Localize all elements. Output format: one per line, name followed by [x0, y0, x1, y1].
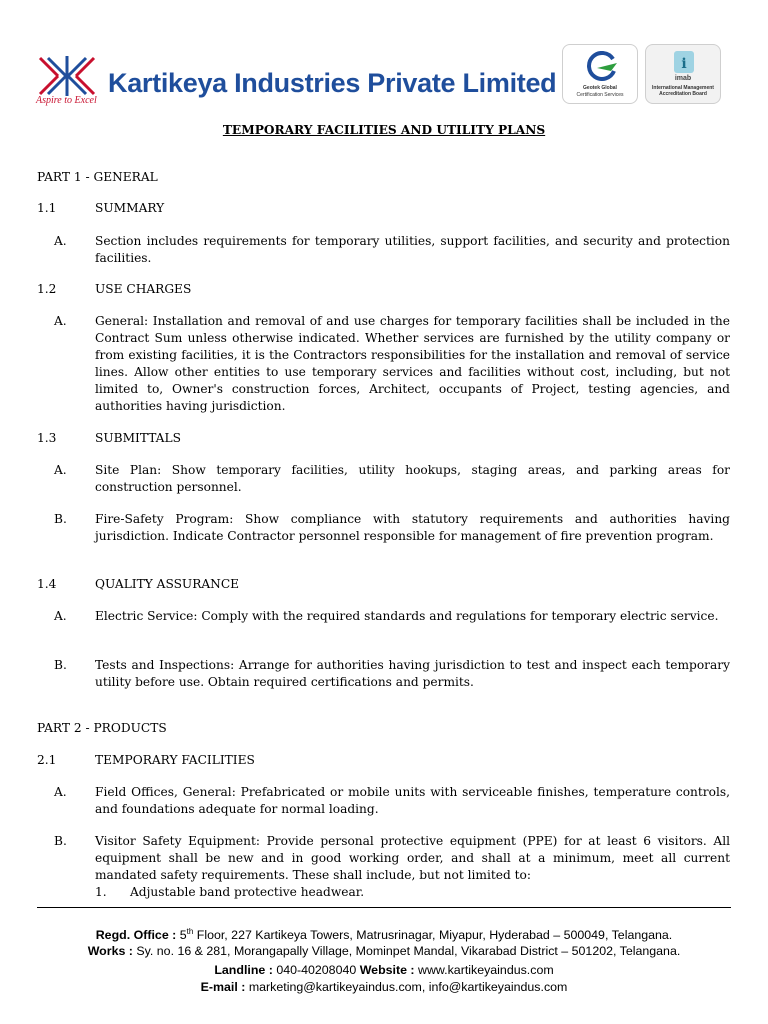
works-address: Sy. no. 16 & 281, Morangapally Village, Mominpet Mandal, Vikarabad District – 501202, Telangana.: [136, 944, 681, 958]
paragraph: Fire-Safety Program: Show compliance with statutory requirements and authorities having jurisdiction. Indicate Contractor personnel responsible for management of fire prevention program.: [95, 512, 730, 543]
email-label: E-mail :: [200, 980, 249, 994]
paragraph: Tests and Inspections: Arrange for authorities having jurisdiction to test and inspect each temporary utility before use. Obtain required certifications and permits.: [95, 658, 730, 689]
item-letter: B.: [54, 834, 67, 848]
item-letter: B.: [54, 512, 67, 526]
section-heading: SUMMARY: [95, 201, 165, 215]
item-letter: A.: [54, 609, 67, 623]
geotek-certification-badge: [562, 44, 638, 104]
list-item: Adjustable band protective headwear.: [130, 885, 365, 899]
document-title: TEMPORARY FACILITIES AND UTILITY PLANS: [222, 123, 546, 137]
landline-label: Landline :: [214, 963, 277, 977]
section-number: 1.2: [37, 282, 57, 296]
email-links[interactable]: marketing@kartikeyaindus.com, info@kartikeyaindus.com: [248, 980, 568, 994]
regd-office-pre: 5: [179, 928, 187, 943]
footer-works: [0, 942, 768, 960]
paragraph: Section includes requirements for temporary utilities, support facilities, and security and protection facilities.: [95, 234, 730, 265]
part1-title: PART 1 - GENERAL: [37, 170, 158, 184]
cert2-line1: International Management: [652, 85, 714, 91]
cert2-brand: imab: [674, 75, 692, 82]
imab-accreditation-badge: [645, 44, 721, 104]
landline-value: 040-40208040: [276, 963, 357, 977]
item-letter: A.: [54, 314, 67, 328]
website-label: Website :: [359, 963, 418, 977]
item-letter: A.: [54, 785, 67, 799]
section-number: 1.3: [37, 431, 57, 445]
section-heading: USE CHARGES: [95, 282, 192, 296]
paragraph: Site Plan: Show temporary facilities, utility hookups, staging areas, and parking areas for construction personnel.: [95, 463, 730, 494]
footer-regd-office: [0, 923, 768, 944]
regd-office-label: Regd. Office :: [95, 928, 180, 943]
paragraph: Field Offices, General: Prefabricated or mobile units with serviceable finishes, temperature controls, and foundations adequate for normal loading.: [95, 785, 730, 816]
item-letter: A.: [54, 234, 67, 248]
section-heading: TEMPORARY FACILITIES: [95, 753, 255, 767]
regd-office-address: Floor, 227 Kartikeya Towers, Matrusrinagar, Miyapur, Hyderabad – 500049, Telangana.: [193, 928, 673, 943]
works-label: Works :: [87, 944, 137, 958]
company-tagline: Aspire to Excel: [36, 95, 97, 106]
svg-text:i: i: [681, 56, 687, 72]
cert1-line1: Geotek Global: [583, 85, 617, 91]
section-number: 1.4: [37, 577, 57, 591]
paragraph: Visitor Safety Equipment: Provide personal protective equipment (PPE) for at least 6 visitors. All equipment shall be new and in good working order, and shall at a minimum, meet all current mandated safety requirements. These shall include, but not limited to:: [95, 834, 730, 882]
cert2-line2: Accreditation Board: [659, 91, 707, 97]
regd-office-sup: th: [186, 927, 194, 936]
letterhead: [0, 0, 768, 115]
section-heading: SUBMITTALS: [95, 431, 181, 445]
section-number: 2.1: [37, 753, 57, 767]
part2-title: PART 2 - PRODUCTS: [37, 721, 167, 735]
item-letter: A.: [54, 463, 67, 477]
footer-contact: [0, 961, 768, 979]
section-number: 1.1: [37, 201, 57, 215]
imab-logo-icon: [672, 49, 696, 75]
company-name: Kartikeya Industries Private Limited: [108, 68, 557, 98]
geotek-logo-icon: [583, 51, 619, 81]
cert1-line2: Certification Services: [576, 92, 624, 98]
website-link[interactable]: www.kartikeyaindus.com: [418, 963, 554, 977]
section-heading: QUALITY ASSURANCE: [95, 577, 240, 591]
footer-email: [0, 978, 768, 996]
paragraph: General: Installation and removal of and use charges for temporary facilities shall be included in the Contract Sum unless otherwise indicated. Whether services are furnished by the utility company or from existing facilities, it is the Contractors responsibilities for the installation and removal of service lines. Allow other entities to use temporary services and facilities without cost, including, but not limited to, Owner's construction forces, Architect, occupants of Project, testing agencies, and authorities having jurisdiction.: [95, 314, 730, 413]
list-item-number: 1.: [95, 885, 107, 899]
footer-divider: [37, 907, 731, 908]
paragraph: Electric Service: Comply with the required standards and regulations for temporary electric service.: [95, 609, 719, 623]
company-logo-icon: [36, 54, 98, 100]
item-letter: B.: [54, 658, 67, 672]
